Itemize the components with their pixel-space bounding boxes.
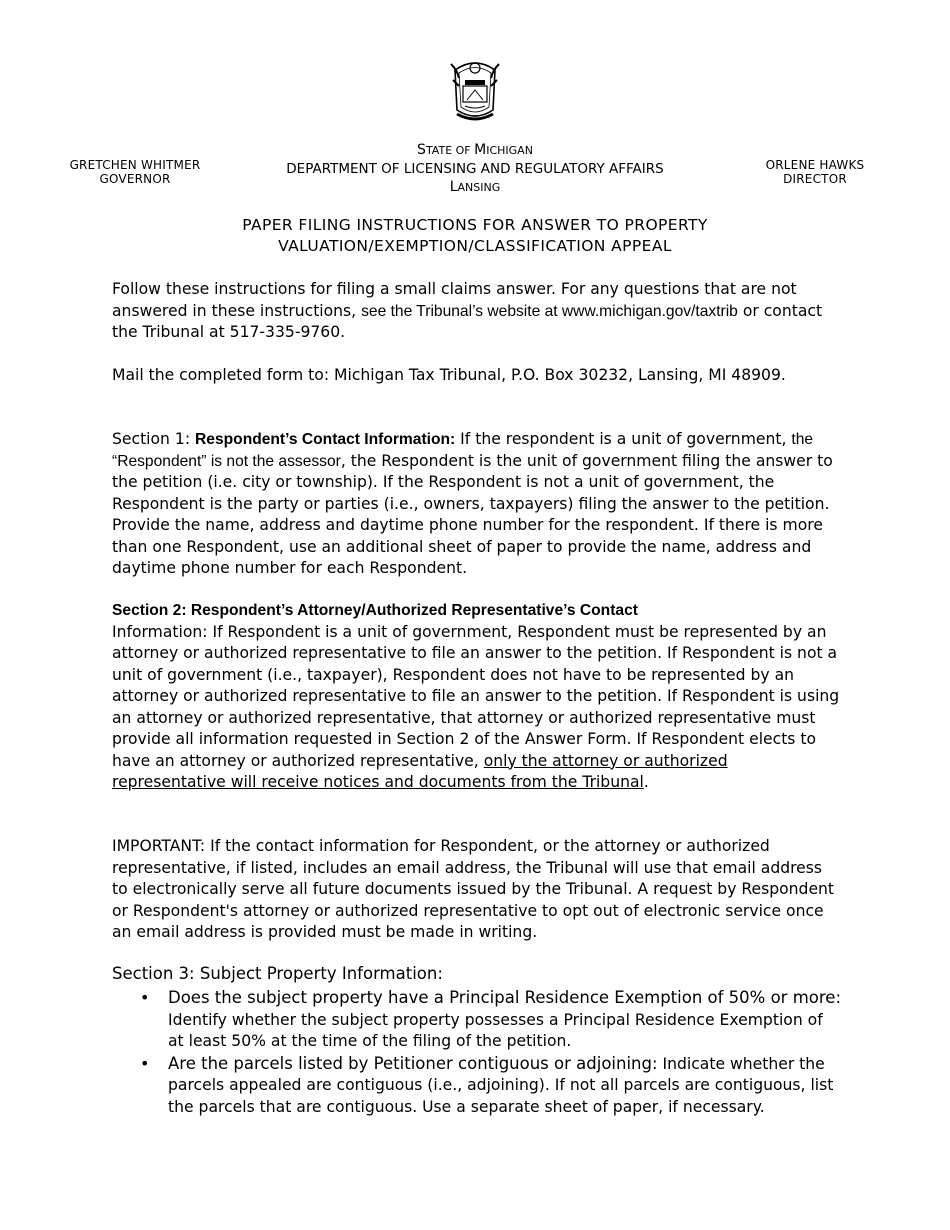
website-reference: see the Tribunal’s website at www.michigan.gov/taxtrib (361, 302, 738, 320)
director-title: DIRECTOR (783, 172, 847, 186)
department-name: DEPARTMENT OF LICENSING AND REGULATORY AFFAIRS (286, 161, 664, 177)
section2-heading: Section 2: Respondent’s Attorney/Authorized Representative’s Contact (112, 602, 638, 619)
section3-list (112, 987, 842, 1118)
director-block (745, 158, 885, 186)
director-name: ORLENE HAWKS (765, 158, 865, 172)
michigan-seal-icon (445, 56, 505, 124)
section1-paragraph: Section 1: Respondent’s Contact Information: If the respondent is a unit of government, the “Respondent” is not the assessor, the Respondent is the unit of government filing the answer to the petition (i.e. city or township). If the Respondent is not a unit of government, the Respondent is the party or parties (i.e., owners, taxpayers) filing the answer to the petition. Provide the name, address and daytime phone number for the respondent. If there is more than one Respondent, use an additional sheet of paper to provide the name, address and daytime phone number for each Respondent. (112, 430, 833, 577)
intro-paragraph: Follow these instructions for filing a small claims answer. For any questions that are not answered in these instructions, see the Tribunal’s website at www.michigan.gov/taxtrib or contact the Tribunal at 517-335-9760. (112, 280, 823, 341)
important-paragraph: IMPORTANT: If the contact information for Respondent, or the attorney or authorized representative, if listed, includes an email address, the Tribunal will use that email address to electronically serve all future documents issued by the Tribunal. A request by Respondent or Respondent's attorney or authorized representative to opt out of electronic service once an email address is provided must be made in writing. (112, 837, 835, 941)
section3-heading: Section 3: Subject Property Information: (112, 964, 443, 983)
bullet-icon: • (140, 1053, 150, 1073)
notice-underlined-text: only the attorney or authorized representative will receive notices and documents from the Tribunal (112, 751, 728, 791)
mailing-paragraph: Mail the completed form to: Michigan Tax Tribunal, P.O. Box 30232, Lansing, MI 48909. (112, 366, 786, 384)
governor-block (60, 158, 210, 186)
city-name: LANSING (449, 179, 501, 195)
section2-paragraph: Section 2: Respondent’s Attorney/Authorized Representative’s Contact Information: If Respondent is a unit of government, Respondent must be represented by an attorney or authorized representative to file an answer to the petition. If Respondent is not a unit of government (i.e., taxpayer), Respondent does not have to be represented by an attorney or authorized representative to file an answer to the petition. If Respondent is using an attorney or authorized representative, that attorney or authorized representative must provide all information requested in Section 2 of the Answer Form. If Respondent elects to have an attorney or authorized representative, only the attorney or authorized representative will receive notices and documents from the Tribunal. (112, 602, 840, 791)
state-name: STATE OF MICHIGAN (417, 142, 533, 158)
section1-heading: Respondent’s Contact Information: (195, 431, 456, 448)
list-item: • Are the parcels listed by Petitioner contiguous or adjoining: Indicate whether the parcels appealed are contiguous (i.e., adjoining). If not all parcels are contiguous, list the parcels that are contiguous. Use a separate sheet of paper, if necessary. (140, 1053, 834, 1116)
agency-header (230, 141, 720, 197)
governor-title: GOVERNOR (99, 172, 171, 186)
bullet-icon: • (140, 988, 150, 1007)
document-title: PAPER FILING INSTRUCTIONS FOR ANSWER TO PROPERTY VALUATION/EXEMPTION/CLASSIFICATION APPEAL (242, 216, 708, 255)
list-item: • Does the subject property have a Principal Residence Exemption of 50% or more: Identify whether the subject property possesses a Principal Residence Exemption of at least 50% at the time of the filing of the petition. (140, 988, 842, 1050)
governor-name: GRETCHEN WHITMER (69, 158, 201, 172)
